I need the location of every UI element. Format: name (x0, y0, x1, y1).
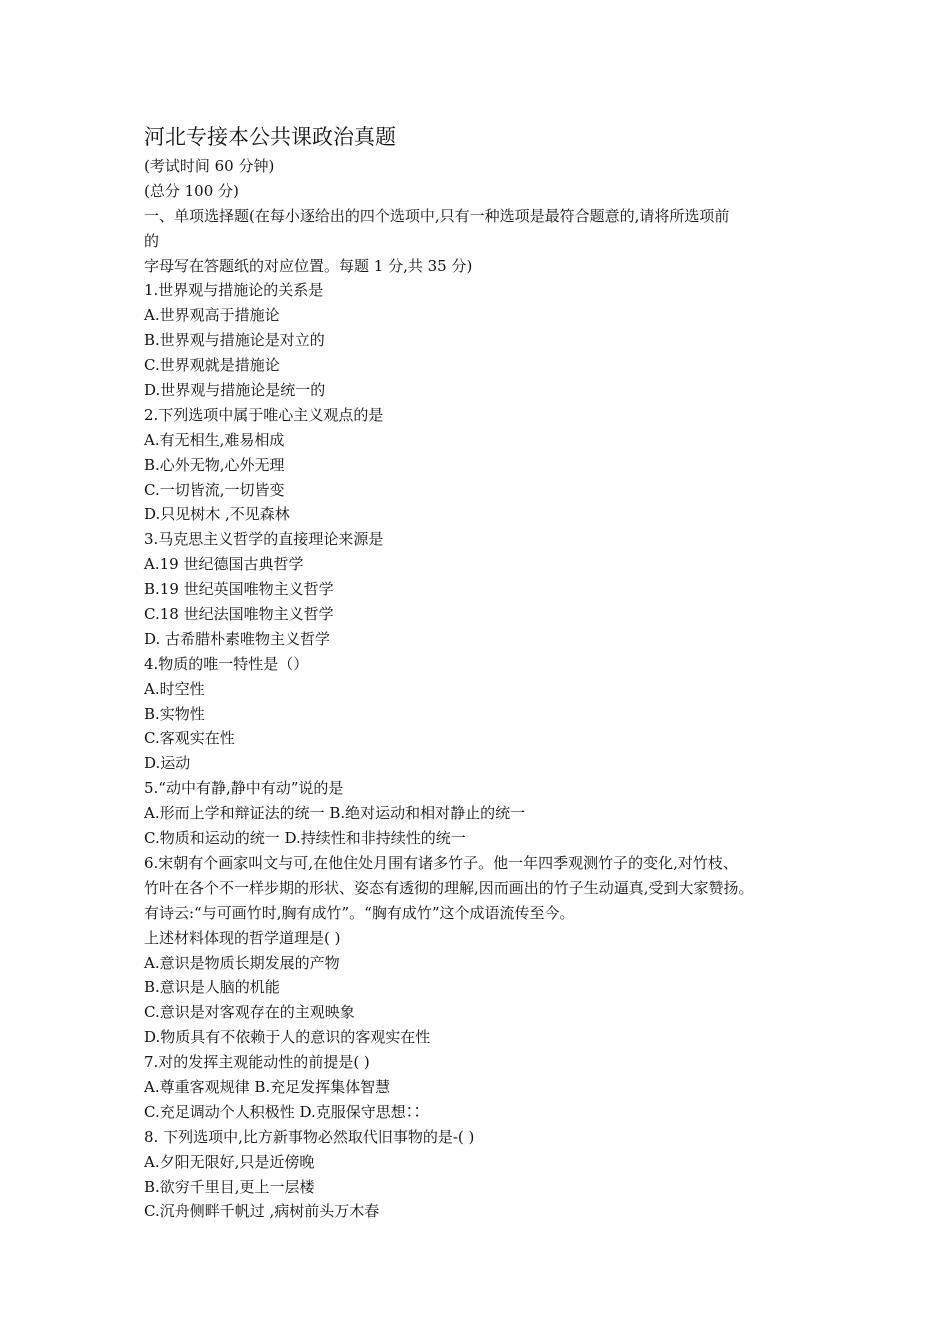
answer-option: B.心外无物,心外无理 (144, 455, 285, 474)
answer-option: D.世界观与措施论是统一的 (144, 381, 326, 400)
answer-option: B.19 世纪英国唯物主义哲学 (144, 580, 334, 599)
answer-option: A.夕阳无限好,只是近傍晚 (144, 1152, 315, 1171)
answer-option: A.有无相生,难易相成 (144, 430, 285, 449)
answer-option: A.尊重客观规律 B.充足发挥集体智慧 (144, 1077, 391, 1096)
answer-option: C.意识是对客观存在的主观映象 (144, 1003, 355, 1022)
answer-option: A.意识是物质长期发展的产物 (144, 953, 340, 972)
answer-option: B.实物性 (144, 704, 205, 723)
total-score-line: (总分 100 分) (144, 181, 239, 200)
question-stem: 2.下列选项中属于唯心主义观点的是 (144, 405, 384, 424)
question-stem: 8. 下列选项中,比方新事物必然取代旧事物的是-( ) (144, 1127, 475, 1146)
answer-option: D.物质具有不依赖于人的意识的客观实在性 (144, 1028, 431, 1047)
answer-option: C.客观实在性 (144, 729, 235, 748)
question-stem: 有诗云:“与可画竹时,胸有成竹”。“胸有成竹”这个成语流传至今。 (144, 903, 575, 922)
document-page (144, 120, 824, 1224)
answer-option: D.只见树木 ,不见森林 (144, 505, 290, 524)
answer-option: C.沉舟侧畔千帆过 ,病树前头万木春 (144, 1202, 380, 1221)
answer-option: C.充足调动个人积极性 D.克服保守思想∷ (144, 1102, 421, 1121)
answer-option: C.18 世纪法国唯物主义哲学 (144, 605, 334, 624)
answer-option: B.世界观与措施论是对立的 (144, 331, 325, 350)
question-stem: 竹叶在各个不一样步期的形状、姿态有透彻的理解,因而画出的竹子生动逼真,受到大家赞扬。 (144, 878, 754, 897)
question-stem: 5.“动中有静,静中有动”说的是 (144, 779, 344, 798)
question-stem: 3.马克思主义哲学的直接理论来源是 (144, 530, 384, 549)
question-stem: 7.对的发挥主观能动性的前提是( ) (144, 1053, 370, 1072)
section-instruction-line: 字母写在答题纸的对应位置。每题 1 分,共 35 分) (144, 256, 473, 275)
answer-option: D. 古希腊朴素唯物主义哲学 (144, 629, 331, 648)
answer-option: C.一切皆流,一切皆变 (144, 480, 285, 499)
document-title: 河北专接本公共课政治真题 (144, 125, 396, 149)
question-stem: 6.宋朝有个画家叫文与可,在他住处月围有诸多竹子。他一年四季观测竹子的变化,对竹枝、 (144, 853, 738, 872)
document-body (144, 154, 824, 1224)
answer-option: B.欲穷千里目,更上一层楼 (144, 1177, 315, 1196)
section-instruction-line: 的 (144, 231, 160, 250)
answer-option: A.19 世纪德国古典哲学 (144, 555, 304, 574)
question-stem: 4.物质的唯一特性是（） (144, 654, 309, 673)
answer-option: B.意识是人脑的机能 (144, 978, 280, 997)
exam-time-line: (考试时间 60 分钟) (144, 157, 275, 175)
answer-option: A.形而上学和辩证法的统一 B.绝对运动和相对静止的统一 (144, 804, 526, 823)
question-stem: 1.世界观与措施论的关系是 (144, 281, 324, 300)
question-stem: 上述材料体现的哲学道理是( ) (144, 928, 341, 947)
answer-option: D.运动 (144, 754, 191, 773)
answer-option: A.世界观高于措施论 (144, 306, 280, 325)
answer-option: A.时空性 (144, 679, 205, 698)
answer-option: C.物质和运动的统一 D.持续性和非持续性的统一 (144, 829, 466, 848)
answer-option: C.世界观就是措施论 (144, 356, 280, 375)
section-instruction-line: 一、单项选择题(在每小逐给出的四个选项中,只有一种选项是最符合题意的,请将所选项前 (144, 206, 730, 225)
